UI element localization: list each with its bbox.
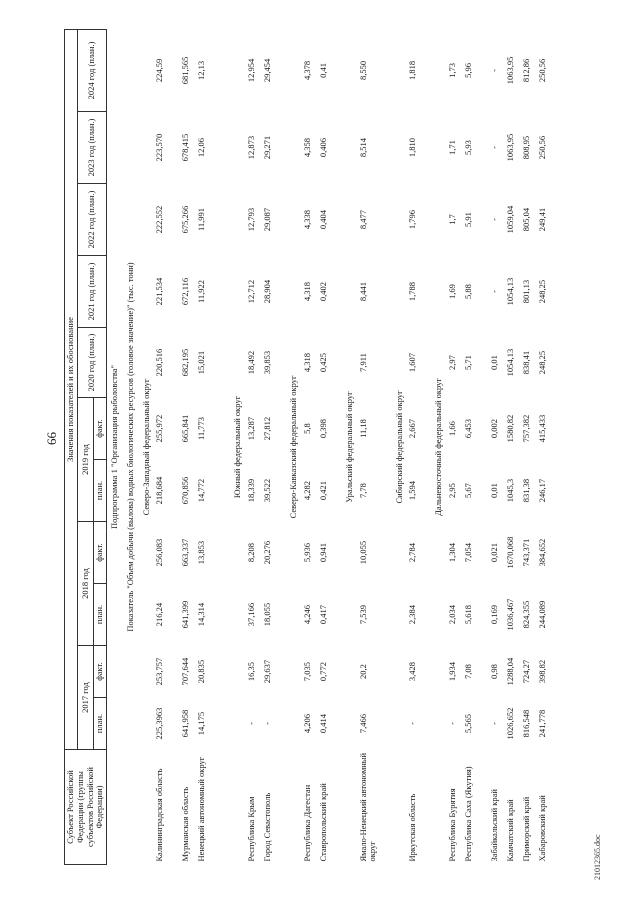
value-cell: 5,93 (463, 140, 474, 155)
value-cell: 7,78 (357, 483, 368, 498)
value-cell: 7,911 (357, 353, 368, 372)
value-cell: 8,514 (357, 137, 368, 158)
value-cell: 14,772 (196, 478, 207, 503)
indicator-title: Показатель "Объем добычи (вылова) водных биологических ресурсов (головое значение)" (тыс. тонн) (124, 262, 135, 632)
spacer (423, 29, 431, 864)
value-cell: - (489, 218, 500, 221)
value-cell: - (489, 290, 500, 293)
value-cell: 0,414 (317, 713, 328, 734)
value-cell: 641,399 (180, 600, 191, 629)
indicator-table (64, 29, 553, 865)
value-cell: 641,958 (180, 709, 191, 738)
value-cell: 0,98 (489, 664, 500, 679)
value-cell: 29,271 (262, 135, 273, 160)
value-cell: 218,684 (154, 476, 165, 505)
value-cell: 0,421 (317, 480, 328, 501)
plan-header: план. (94, 698, 107, 750)
value-cell: 5,618 (463, 604, 474, 625)
district-title: Южный федеральный округ (232, 395, 243, 499)
value-cell: 4,318 (301, 281, 312, 302)
value-cell: 12,712 (246, 279, 257, 304)
region-name: Забайкальский край (489, 789, 500, 862)
value-cell: 1,818 (407, 60, 418, 81)
value-cell: 221,534 (154, 277, 165, 306)
value-cell: 5,91 (463, 212, 474, 227)
value-cell: 12,793 (246, 207, 257, 232)
document-id: 21012365.doc (593, 834, 602, 880)
value-cell: - (407, 722, 418, 725)
value-cell: 39,853 (262, 350, 273, 375)
value-cell: 220,516 (154, 348, 165, 377)
value-cell: 670,856 (180, 476, 191, 505)
value-cell: 831,38 (521, 478, 532, 503)
district-title: Северо-Кавказский федеральный округ (288, 375, 299, 519)
value-cell: 5,936 (301, 542, 312, 563)
spacer (334, 29, 342, 864)
value-cell: 682,195 (180, 348, 191, 377)
value-cell: 256,083 (154, 538, 165, 567)
value-cell: 14,314 (196, 602, 207, 627)
value-cell: 15,021 (196, 350, 207, 375)
value-cell: 13,853 (196, 540, 207, 565)
value-cell: 6,453 (463, 418, 474, 439)
value-cell: 244,089 (537, 600, 548, 629)
value-cell: 12,873 (246, 135, 257, 160)
value-cell: 0,021 (489, 542, 500, 563)
value-cell: 27,812 (262, 416, 273, 441)
table-row (447, 29, 463, 864)
value-cell: 816,548 (521, 709, 532, 738)
table-row (180, 29, 196, 864)
table-row (463, 29, 489, 864)
region-name: Ставропольский край (317, 783, 328, 862)
value-cell: 29,454 (262, 58, 273, 83)
table-body (107, 29, 554, 864)
value-cell: - (262, 722, 273, 725)
value-cell: 7,466 (357, 713, 368, 734)
value-cell: 7,054 (463, 542, 474, 563)
value-cell: 1,594 (407, 480, 418, 501)
value-cell: 18,055 (262, 602, 273, 627)
value-cell: 838,41 (521, 350, 532, 375)
value-cell: 10,055 (357, 540, 368, 565)
value-cell: 11,922 (196, 279, 207, 304)
value-cell: 1054,13 (505, 348, 516, 377)
value-cell: 13,287 (246, 416, 257, 441)
year-2021-header: 2021 год (план.) (77, 256, 106, 328)
value-cell: 1026,652 (505, 707, 516, 740)
value-cell: 1045,3 (505, 478, 516, 503)
fact-header: факт. (94, 398, 107, 460)
value-cell: 0,169 (489, 604, 500, 625)
value-cell: 8,208 (246, 542, 257, 563)
page-number: 66 (44, 432, 59, 445)
value-cell: 0,398 (317, 418, 328, 439)
region-name: Город Севастополь (262, 792, 273, 862)
table-row (154, 29, 180, 864)
value-cell: 18,492 (246, 350, 257, 375)
value-cell: 0,41 (317, 63, 328, 78)
value-cell: 1,304 (447, 542, 458, 563)
value-cell: 8,477 (357, 209, 368, 230)
value-cell: 5,88 (463, 284, 474, 299)
value-cell: 1,73 (447, 63, 458, 78)
value-cell: 5,8 (301, 423, 312, 434)
table-row (358, 29, 384, 864)
year-2024-header: 2024 год (план.) (77, 29, 106, 111)
subject-column-header: Субъект Российской Федерации (группы субъектов Российской Федерации) (65, 750, 107, 865)
value-cell: 0,404 (317, 209, 328, 230)
value-cell: 5,96 (463, 63, 474, 78)
table-row (196, 29, 222, 864)
value-cell: 255,972 (154, 414, 165, 443)
value-cell: 7,08 (463, 664, 474, 679)
value-cell: 824,355 (521, 600, 532, 629)
value-cell: 222,552 (154, 205, 165, 234)
value-cell: 678,415 (180, 133, 191, 162)
year-2018-header: 2018 год (77, 522, 94, 646)
value-cell: 384,652 (537, 538, 548, 567)
region-name: Республика Дагестан (301, 784, 312, 862)
value-cell: 1,66 (447, 421, 458, 436)
value-cell: 20,2 (357, 664, 368, 679)
value-cell: 0,01 (489, 483, 500, 498)
value-cell: 665,841 (180, 414, 191, 443)
value-cell: 5,71 (463, 355, 474, 370)
region-name: Хабаровский край (537, 795, 548, 862)
value-cell: 2,97 (447, 355, 458, 370)
value-cell: 12,06 (196, 137, 207, 158)
value-cell: 246,17 (537, 478, 548, 503)
table-row (505, 29, 521, 864)
value-cell: 28,904 (262, 279, 273, 304)
district-title: Сибирский федеральный округ (393, 390, 404, 504)
value-cell: 1,788 (407, 281, 418, 302)
value-cell: 1,810 (407, 137, 418, 158)
value-cell: - (447, 722, 458, 725)
value-cell: 4,338 (301, 209, 312, 230)
value-cell: 12,954 (246, 58, 257, 83)
value-cell: 663,337 (180, 538, 191, 567)
value-cell: 37,166 (246, 602, 257, 627)
value-cell: 253,757 (154, 657, 165, 686)
value-cell: 398,82 (537, 659, 548, 684)
value-cell: 681,565 (180, 56, 191, 85)
rotated-table-container (64, 30, 604, 865)
region-name: Приморский край (521, 796, 532, 862)
fact-header: факт. (94, 522, 107, 584)
value-cell: 805,04 (521, 207, 532, 232)
value-cell: 7,035 (301, 661, 312, 682)
plan-header: план. (94, 460, 107, 522)
value-cell: 675,266 (180, 205, 191, 234)
value-cell: - (489, 69, 500, 72)
value-cell: 1,71 (447, 140, 458, 155)
value-cell: 1054,13 (505, 277, 516, 306)
spacer (384, 29, 392, 864)
spacer (222, 29, 230, 864)
value-cell: 16,35 (246, 661, 257, 682)
year-2020-header: 2020 год (план.) (77, 328, 106, 398)
table-row (246, 29, 262, 864)
subprogram-title: Подпрограмма 1 "Организация рыболовства" (109, 364, 120, 529)
values-group-header: Значения показателей и их обоснование (65, 29, 78, 749)
district-title: Северо-Западный федеральный округ (140, 378, 151, 516)
region-name: Иркутская область (407, 793, 418, 862)
value-cell: 8,441 (357, 281, 368, 302)
value-cell: 0,002 (489, 418, 500, 439)
value-cell: 29,087 (262, 207, 273, 232)
value-cell: 707,644 (180, 657, 191, 686)
value-cell: 225,3963 (154, 707, 165, 740)
value-cell: 1,7 (447, 214, 458, 225)
table-row (407, 29, 423, 864)
value-cell: 0,417 (317, 604, 328, 625)
value-cell: 11,18 (357, 419, 368, 438)
value-cell: - (489, 722, 500, 725)
value-cell: 224,59 (154, 58, 165, 83)
value-cell: 0,402 (317, 281, 328, 302)
district-title: Уральский федеральный округ (343, 391, 354, 503)
value-cell: 1059,04 (505, 205, 516, 234)
table-row (489, 29, 505, 864)
table-row (521, 29, 537, 864)
value-cell: 216,24 (154, 602, 165, 627)
value-cell: 5,565 (463, 713, 474, 734)
value-cell: - (489, 146, 500, 149)
value-cell: 248,25 (537, 350, 548, 375)
value-cell: - (246, 722, 257, 725)
table-row (318, 29, 334, 864)
value-cell: 0,425 (317, 352, 328, 373)
region-name: Республика Бурятия (447, 788, 458, 862)
value-cell: 0,941 (317, 542, 328, 563)
value-cell: 1580,82 (505, 414, 516, 443)
value-cell: 1,796 (407, 209, 418, 230)
value-cell: 1670,068 (505, 536, 516, 569)
value-cell: 223,570 (154, 133, 165, 162)
value-cell: 4,246 (301, 604, 312, 625)
value-cell: 11,773 (196, 416, 207, 441)
year-2019-header: 2019 год (77, 398, 94, 522)
value-cell: 249,41 (537, 207, 548, 232)
region-name: Республика Крым (246, 796, 257, 862)
value-cell: 1063,95 (505, 56, 516, 85)
value-cell: 4,378 (301, 60, 312, 81)
value-cell: 2,667 (407, 418, 418, 439)
value-cell: 1036,467 (505, 598, 516, 631)
fact-header: факт. (94, 646, 107, 698)
value-cell: 415,433 (537, 414, 548, 443)
value-cell: 14,175 (196, 711, 207, 736)
value-cell: 8,550 (357, 60, 368, 81)
value-cell: 20,835 (196, 659, 207, 684)
value-cell: 0,772 (317, 661, 328, 682)
value-cell: 250,56 (537, 135, 548, 160)
value-cell: 39,522 (262, 478, 273, 503)
value-cell: 2,95 (447, 483, 458, 498)
value-cell: 1,607 (407, 352, 418, 373)
value-cell: 20,276 (262, 540, 273, 565)
value-cell: 18,339 (246, 478, 257, 503)
value-cell: 2,784 (407, 542, 418, 563)
table-row (302, 29, 318, 864)
region-name: Ненецкий автономный округ (196, 756, 207, 862)
value-cell: 4,206 (301, 713, 312, 734)
table-row (537, 29, 553, 864)
value-cell: 250,56 (537, 58, 548, 83)
value-cell: 2,384 (407, 604, 418, 625)
table-row (262, 29, 278, 864)
value-cell: 5,67 (463, 483, 474, 498)
region-name: Мурманская область (180, 786, 191, 862)
value-cell: 29,637 (262, 659, 273, 684)
value-cell: 241,778 (537, 709, 548, 738)
value-cell: 1,69 (447, 284, 458, 299)
value-cell: 3,428 (407, 661, 418, 682)
value-cell: 4,318 (301, 352, 312, 373)
value-cell: 248,25 (537, 279, 548, 304)
value-cell: 812,86 (521, 58, 532, 83)
value-cell: 743,371 (521, 538, 532, 567)
value-cell: 801,13 (521, 279, 532, 304)
value-cell: 1063,95 (505, 133, 516, 162)
value-cell: 4,282 (301, 480, 312, 501)
plan-header: план. (94, 584, 107, 646)
region-name: Калининградская область (154, 768, 165, 862)
spacer (278, 29, 286, 864)
value-cell: 2,034 (447, 604, 458, 625)
year-2023-header: 2023 год (план.) (77, 112, 106, 184)
value-cell: 7,539 (357, 604, 368, 625)
region-name: Ямало-Ненецкий автономный округ (357, 752, 378, 862)
district-title: Дальневосточный федеральный округ (433, 378, 444, 516)
value-cell: 672,116 (180, 277, 191, 306)
year-2022-header: 2022 год (план.) (77, 184, 106, 256)
region-name: Республика Саха (Якутия) (463, 766, 474, 862)
year-2017-header: 2017 год (77, 646, 94, 750)
value-cell: 0,406 (317, 137, 328, 158)
value-cell: 724,27 (521, 659, 532, 684)
value-cell: 11,991 (196, 207, 207, 232)
value-cell: 1288,04 (505, 657, 516, 686)
value-cell: 0,01 (489, 355, 500, 370)
region-name: Камчатский край (505, 799, 516, 862)
value-cell: 4,358 (301, 137, 312, 158)
value-cell: 757,382 (521, 414, 532, 443)
value-cell: 1,934 (447, 661, 458, 682)
value-cell: 12,13 (196, 60, 207, 81)
value-cell: 808,95 (521, 135, 532, 160)
